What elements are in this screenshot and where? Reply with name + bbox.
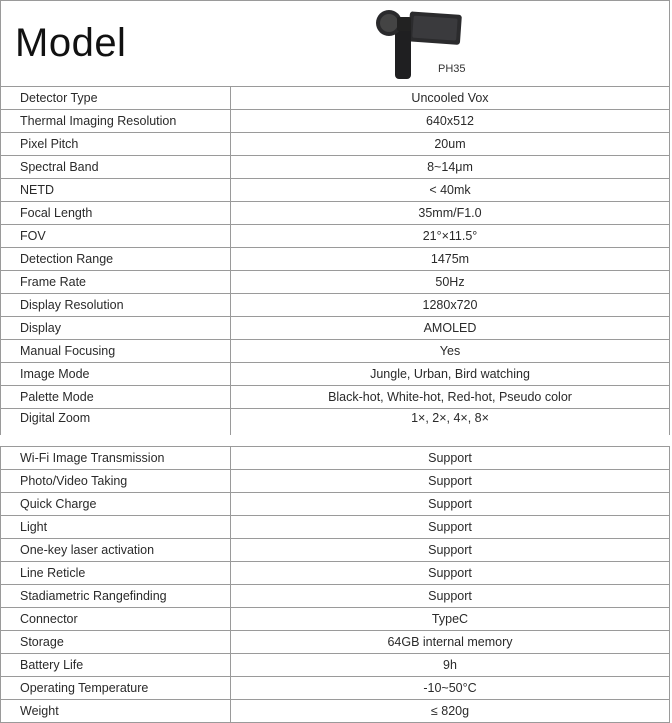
spec-label: Palette Mode (1, 386, 231, 409)
table-row (1, 585, 670, 608)
table-row (1, 562, 670, 585)
table-row (1, 202, 670, 225)
spec-value: 1475m (231, 248, 670, 271)
table-row (1, 608, 670, 631)
table-row (1, 225, 670, 248)
spec-label: Detector Type (1, 87, 231, 110)
table-row (1, 470, 670, 493)
spec-value: Support (231, 447, 670, 470)
table-row (1, 179, 670, 202)
spec-label: Frame Rate (1, 271, 231, 294)
spec-value: 640x512 (231, 110, 670, 133)
spec-value: Yes (231, 340, 670, 363)
table-row (1, 248, 670, 271)
spec-label: Display Resolution (1, 294, 231, 317)
model-name: PH35 (438, 63, 466, 75)
spec-label: Light (1, 516, 231, 539)
spec-label: Connector (1, 608, 231, 631)
table-row (1, 677, 670, 700)
spec-value: ≤ 820g (231, 700, 670, 723)
table-row (1, 516, 670, 539)
spec-value: Black-hot, White-hot, Red-hot, Pseudo color (231, 386, 670, 409)
spec-label: Wi-Fi Image Transmission (1, 447, 231, 470)
spec-value: TypeC (231, 608, 670, 631)
spec-value: 9h (231, 654, 670, 677)
spec-label: Battery Life (1, 654, 231, 677)
table-row (1, 700, 670, 723)
model-header (0, 0, 670, 87)
table-row (1, 340, 670, 363)
spec-label: Thermal Imaging Resolution (1, 110, 231, 133)
spec-value: Jungle, Urban, Bird watching (231, 363, 670, 386)
spec-value: AMOLED (231, 317, 670, 340)
table-row (1, 539, 670, 562)
spec-value: Support (231, 516, 670, 539)
spec-value: 1280x720 (231, 294, 670, 317)
spec-value: Support (231, 470, 670, 493)
spec-value: 64GB internal memory (231, 631, 670, 654)
spec-label: Spectral Band (1, 156, 231, 179)
table-row (1, 156, 670, 179)
spec-value: 35mm/F1.0 (231, 202, 670, 225)
spec-value: 21°×11.5° (231, 225, 670, 248)
spec-label: One-key laser activation (1, 539, 231, 562)
spec-value: 8~14μm (231, 156, 670, 179)
table-row (1, 317, 670, 340)
table-row (1, 133, 670, 156)
spec-label: Display (1, 317, 231, 340)
spec-label: NETD (1, 179, 231, 202)
spec-value: < 40mk (231, 179, 670, 202)
table-row (1, 631, 670, 654)
table-row (1, 447, 670, 470)
table-row (1, 294, 670, 317)
table-row (1, 654, 670, 677)
table-row (1, 409, 670, 436)
spec-label: Detection Range (1, 248, 231, 271)
spec-value: Support (231, 585, 670, 608)
spec-value: Support (231, 562, 670, 585)
model-title: Model (15, 21, 127, 65)
spec-value: Support (231, 493, 670, 516)
table-row (1, 271, 670, 294)
spec-label: Image Mode (1, 363, 231, 386)
spec-label: Line Reticle (1, 562, 231, 585)
spec-label: Storage (1, 631, 231, 654)
spec-label: Focal Length (1, 202, 231, 225)
spec-table (0, 86, 670, 435)
spec-label: FOV (1, 225, 231, 248)
spec-label: Photo/Video Taking (1, 470, 231, 493)
spec-label: Quick Charge (1, 493, 231, 516)
spec-label: Manual Focusing (1, 340, 231, 363)
spec-value: 1×, 2×, 4×, 8× (231, 409, 670, 436)
table-row (1, 363, 670, 386)
spec-value: Uncooled Vox (231, 87, 670, 110)
table-row (1, 493, 670, 516)
spec-value: 50Hz (231, 271, 670, 294)
spec-value: -10~50°C (231, 677, 670, 700)
spec-label: Stadiametric Rangefinding (1, 585, 231, 608)
table-row (1, 386, 670, 409)
spec-label: Operating Temperature (1, 677, 231, 700)
table-row (1, 87, 670, 110)
spec-label: Pixel Pitch (1, 133, 231, 156)
feature-table (0, 446, 670, 723)
spec-value: Support (231, 539, 670, 562)
spec-value: 20um (231, 133, 670, 156)
table-row (1, 110, 670, 133)
spec-label: Digital Zoom (1, 409, 231, 436)
spec-label: Weight (1, 700, 231, 723)
